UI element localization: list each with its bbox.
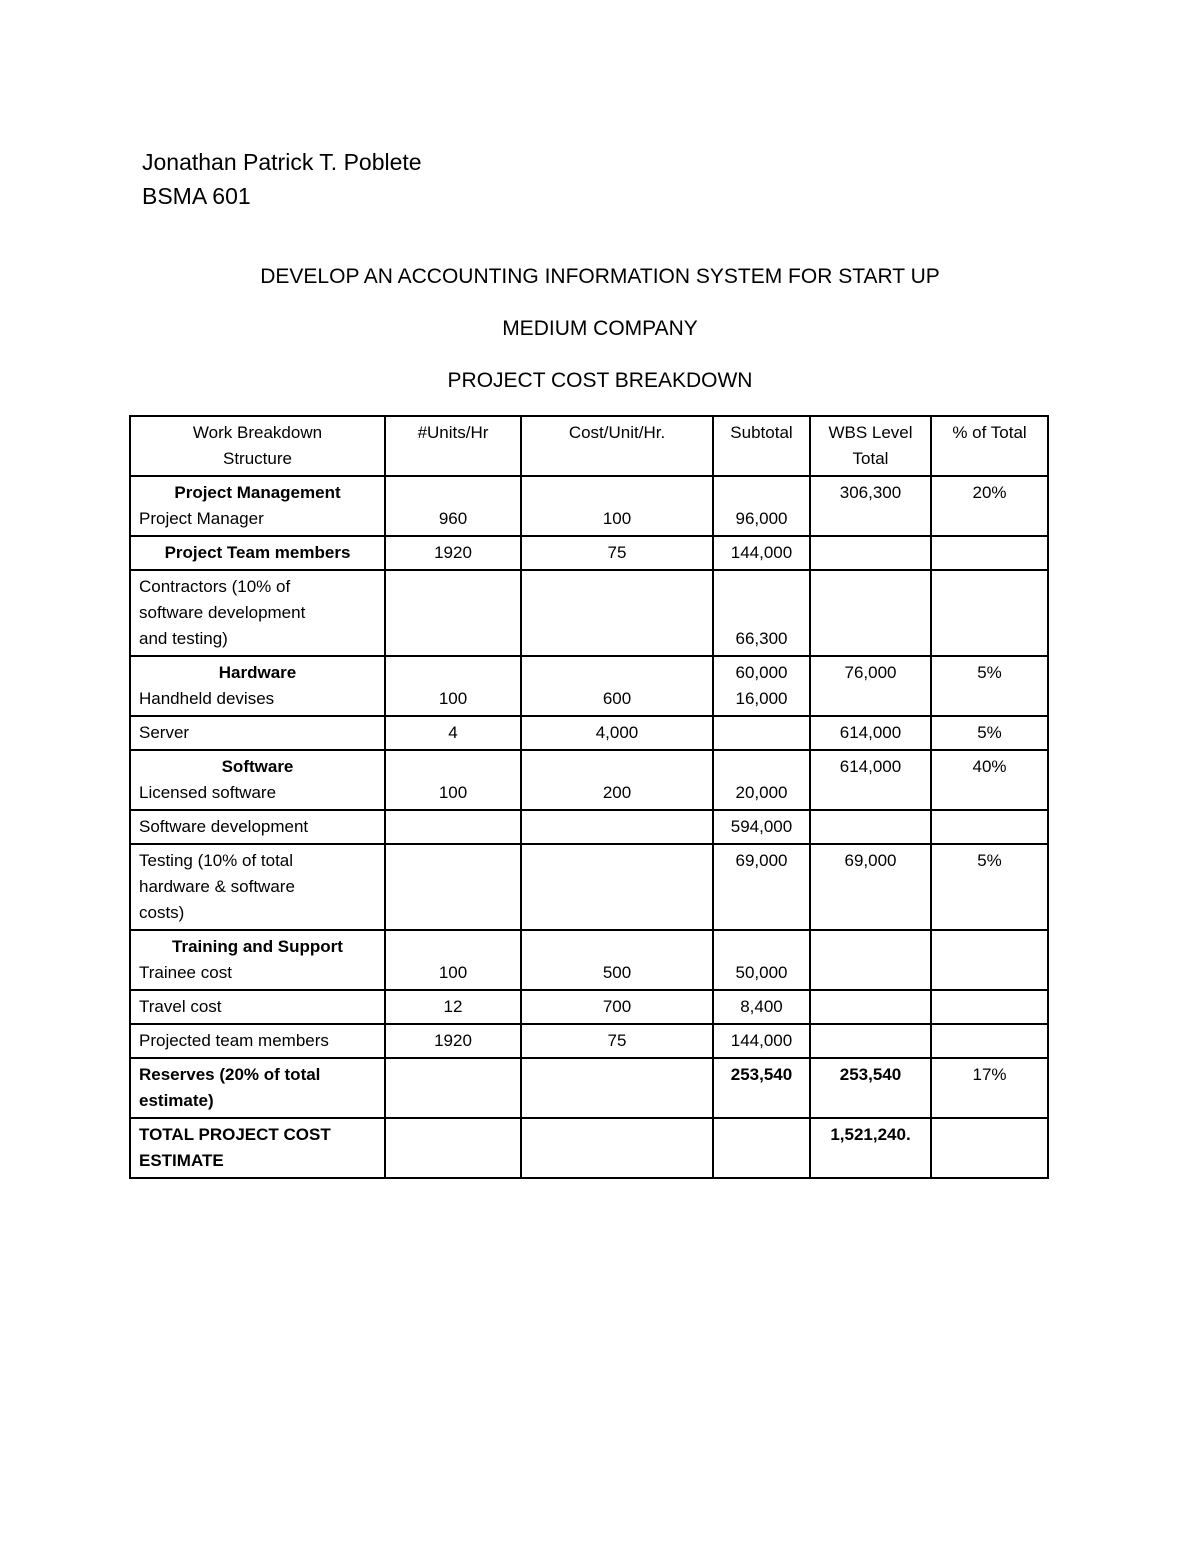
row-label: Contractors (10% of software development and testing) xyxy=(130,570,385,656)
units-cell: 1920 xyxy=(385,1024,521,1058)
cost-cell: 500 xyxy=(521,930,713,990)
group-label: Training and Support xyxy=(172,937,343,956)
units-cell: 100 xyxy=(385,930,521,990)
subtotal-cell: 594,000 xyxy=(713,810,810,844)
header-subtotal: Subtotal xyxy=(713,416,810,476)
document-title-line-1: DEVELOP AN ACCOUNTING INFORMATION SYSTEM FOR START UP xyxy=(260,265,940,288)
level-total-cell xyxy=(810,990,931,1024)
cost-cell: 100 xyxy=(521,476,713,536)
subtotal-cell: 20,000 xyxy=(713,750,810,810)
table-row xyxy=(130,844,1048,930)
level-total-cell: 253,540 xyxy=(810,1058,931,1118)
group-label: Project Management xyxy=(174,483,341,502)
group-label: Hardware xyxy=(218,663,297,682)
units-cell: 1920 xyxy=(385,536,521,570)
level-total-cell xyxy=(810,1024,931,1058)
units-cell: 100 xyxy=(385,656,521,716)
pct-cell: 5% xyxy=(931,716,1048,750)
units-cell: 12 xyxy=(385,990,521,1024)
cost-cell xyxy=(521,810,713,844)
table-row xyxy=(130,570,1048,656)
item-label: Handheld devises xyxy=(139,689,275,708)
level-total-cell xyxy=(810,810,931,844)
table-row xyxy=(130,536,1048,570)
subtotal-cell: 96,000 xyxy=(713,476,810,536)
cost-cell xyxy=(521,844,713,930)
row-label xyxy=(130,930,385,990)
cost-cell xyxy=(521,1058,713,1118)
subtotal-cell xyxy=(713,716,810,750)
units-cell: 4 xyxy=(385,716,521,750)
item-label: Trainee cost xyxy=(139,963,232,982)
table-row xyxy=(130,750,1048,810)
pct-cell: 17% xyxy=(931,1058,1048,1118)
level-total-cell: 76,000 xyxy=(810,656,931,716)
cost-cell xyxy=(521,1118,713,1178)
row-label: Software development xyxy=(130,810,385,844)
units-cell xyxy=(385,1118,521,1178)
table-row xyxy=(130,930,1048,990)
header-units: #Units/Hr xyxy=(385,416,521,476)
units-cell xyxy=(385,810,521,844)
row-label: TOTAL PROJECT COST ESTIMATE xyxy=(130,1118,385,1178)
row-label: Projected team members xyxy=(130,1024,385,1058)
author-block xyxy=(142,145,422,213)
row-label xyxy=(130,656,385,716)
table-header-row xyxy=(130,416,1048,476)
cost-cell xyxy=(521,570,713,656)
table-row xyxy=(130,476,1048,536)
subtotal-cell: 253,540 xyxy=(713,1058,810,1118)
table-row xyxy=(130,1024,1048,1058)
header-cost: Cost/Unit/Hr. xyxy=(521,416,713,476)
row-label: Travel cost xyxy=(130,990,385,1024)
subtotal-cell: 66,300 xyxy=(713,570,810,656)
pct-cell xyxy=(931,990,1048,1024)
subtotal-cell: 8,400 xyxy=(713,990,810,1024)
document-title-line-3: PROJECT COST BREAKDOWN xyxy=(447,369,753,392)
subtotal-cell: 144,000 xyxy=(713,1024,810,1058)
table-row xyxy=(130,990,1048,1024)
row-label: Server xyxy=(130,716,385,750)
row-label xyxy=(130,750,385,810)
units-cell xyxy=(385,844,521,930)
document-title-line-2: MEDIUM COMPANY xyxy=(502,317,698,340)
pct-cell xyxy=(931,570,1048,656)
project-cost-table xyxy=(129,415,1049,1179)
author-name: Jonathan Patrick T. Poblete xyxy=(142,149,422,175)
units-cell: 960 xyxy=(385,476,521,536)
subtotal-cell: 50,000 xyxy=(713,930,810,990)
units-cell xyxy=(385,570,521,656)
cost-cell: 700 xyxy=(521,990,713,1024)
item-label: Licensed software xyxy=(139,783,277,802)
level-total-cell: 614,000 xyxy=(810,716,931,750)
row-label: Reserves (20% of total estimate) xyxy=(130,1058,385,1118)
pct-cell xyxy=(931,1024,1048,1058)
pct-cell xyxy=(931,1118,1048,1178)
level-total-cell: 69,000 xyxy=(810,844,931,930)
row-label: Testing (10% of total hardware & software costs) xyxy=(130,844,385,930)
level-total-cell: 1,521,240. xyxy=(810,1118,931,1178)
row-label: Project Team members xyxy=(130,536,385,570)
group-label: Software xyxy=(221,757,294,776)
pct-cell: 40% xyxy=(931,750,1048,810)
pct-cell: 20% xyxy=(931,476,1048,536)
table-row xyxy=(130,1058,1048,1118)
course-code: BSMA 601 xyxy=(142,183,251,209)
table-row xyxy=(130,656,1048,716)
cost-cell: 600 xyxy=(521,656,713,716)
pct-cell xyxy=(931,536,1048,570)
cost-cell: 200 xyxy=(521,750,713,810)
row-label xyxy=(130,476,385,536)
table-row-total xyxy=(130,1118,1048,1178)
cost-cell: 75 xyxy=(521,1024,713,1058)
pct-cell: 5% xyxy=(931,656,1048,716)
table-row xyxy=(130,810,1048,844)
item-label: Project Manager xyxy=(139,509,264,528)
level-total-cell: 614,000 xyxy=(810,750,931,810)
table-row xyxy=(130,716,1048,750)
level-total-cell xyxy=(810,536,931,570)
cost-cell: 4,000 xyxy=(521,716,713,750)
header-wbs: Work Breakdown Structure xyxy=(130,416,385,476)
subtotal-cell: 69,000 xyxy=(713,844,810,930)
units-cell xyxy=(385,1058,521,1118)
pct-cell xyxy=(931,810,1048,844)
units-cell: 100 xyxy=(385,750,521,810)
header-level-total: WBS Level Total xyxy=(810,416,931,476)
subtotal-cell xyxy=(713,1118,810,1178)
level-total-cell: 306,300 xyxy=(810,476,931,536)
level-total-cell xyxy=(810,570,931,656)
cost-cell: 75 xyxy=(521,536,713,570)
subtotal-cell: 144,000 xyxy=(713,536,810,570)
subtotal-cell: 60,000 16,000 xyxy=(713,656,810,716)
pct-cell xyxy=(931,930,1048,990)
header-pct: % of Total xyxy=(931,416,1048,476)
pct-cell: 5% xyxy=(931,844,1048,930)
level-total-cell xyxy=(810,930,931,990)
